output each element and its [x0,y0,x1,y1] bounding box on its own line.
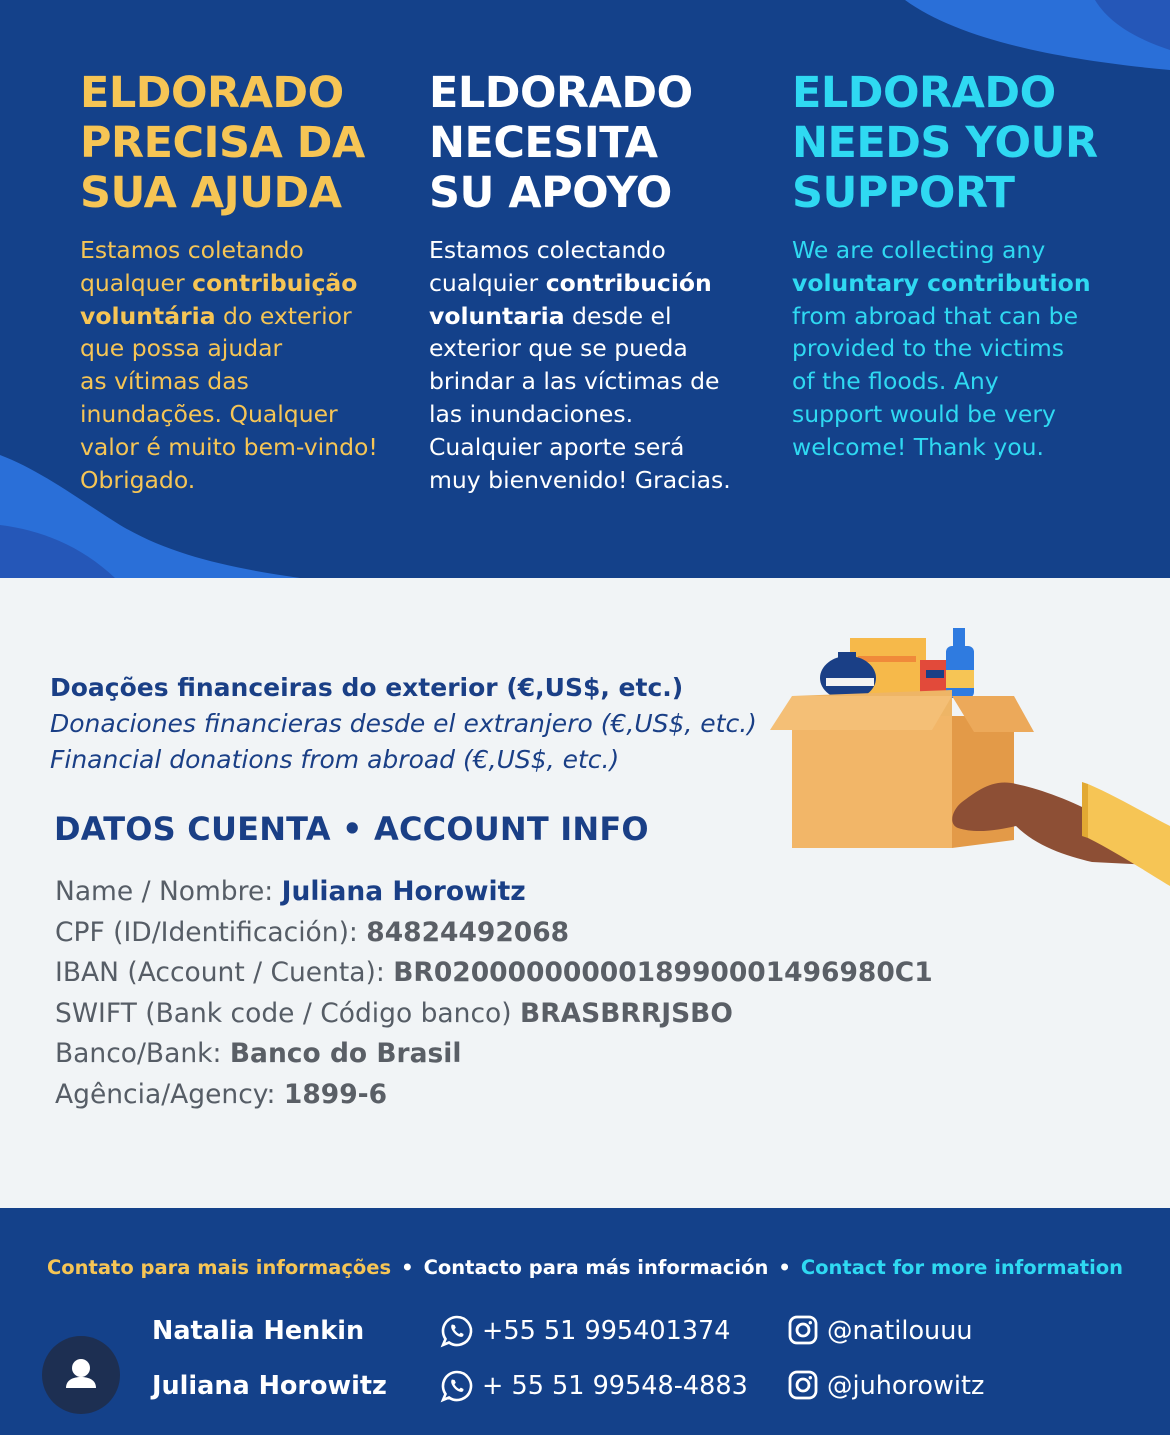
cpf-value[interactable]: 84824492068 [366,916,570,948]
contact-phone[interactable]: + 55 51 99548-4883 [482,1371,748,1401]
donations-spanish: Donaciones financieras desde el extranjero (€,US$, etc.) [50,709,757,738]
donations-portuguese: Doações financeiras do exterior (€,US$, etc.) [50,673,684,702]
contact-name: Natalia Henkin [152,1316,365,1346]
bank-row: Banco/Bank: Banco do Brasil [55,1038,462,1069]
contact-phone[interactable]: +55 51 995401374 [482,1316,731,1346]
text-english: We are collecting any voluntary contribution from abroad that can be provided to the victims of the floods. Any support would be very welcome! Thank you. [792,236,1091,461]
contact-row [0,1312,1170,1352]
swift-row: SWIFT (Bank code / Código banco) BRASBRRJSBO [55,997,733,1029]
cpf-row: CPF (ID/Identificación): 84824492068 [55,916,570,948]
name-value[interactable]: Juliana Horowitz [281,876,526,907]
whatsapp-icon [440,1369,474,1403]
iban-value[interactable]: BR0200000000018990001496980C1 [393,957,933,988]
iban-row: IBAN (Account / Cuenta): BR0200000000018990001496980C1 [55,957,933,988]
avatar[interactable] [42,1336,120,1414]
contact-instagram[interactable]: @natilouuu [827,1316,973,1346]
donations-english: Financial donations from abroad (€,US$, etc.) [50,745,620,774]
name-row: Name / Nombre: Juliana Horowitz [55,876,526,907]
column-portuguese [80,68,410,496]
account-section [0,578,1170,1208]
title-spanish: ELDORADO NECESITA SU APOYO [429,68,693,218]
contact-instagram[interactable]: @juhorowitz [827,1371,985,1401]
contact-footer [0,1208,1170,1435]
text-portuguese: Estamos coletando qualquer contribuição voluntária do exterior que possa ajudar as vítimas das inundações. Qualquer valor é muito bem-vindo! Obrigado. [80,236,378,494]
donations-heading [50,670,757,778]
donation-box-illustration [766,626,1170,946]
contact-name: Juliana Horowitz [152,1371,387,1401]
column-spanish [429,68,769,496]
account-info-title: DATOS CUENTA • ACCOUNT INFO [54,810,649,848]
header-section [0,0,1170,578]
contact-row [0,1367,1170,1407]
instagram-icon [787,1314,819,1346]
avatar-icon [42,1336,120,1414]
title-portuguese: ELDORADO PRECISA DA SUA AJUDA [80,68,365,218]
contact-heading: Contato para mais informações • Contacto para más información • Contact for more information [46,1256,1124,1279]
instagram-icon [787,1369,819,1401]
agency-row: Agência/Agency: 1899-6 [55,1078,388,1110]
text-spanish: Estamos colectando cualquier contribución voluntaria desde el exterior que se pueda brindar a las víctimas de las inundaciones. Cualquier aporte será muy bienvenido! Gracias. [429,236,731,494]
whatsapp-icon [440,1314,474,1348]
swift-value[interactable]: BRASBRRJSBO [520,997,733,1029]
agency-value[interactable]: 1899-6 [283,1078,388,1110]
column-english [792,68,1162,464]
bank-value[interactable]: Banco do Brasil [229,1038,462,1069]
title-english: ELDORADO NEEDS YOUR SUPPORT [792,68,1098,218]
